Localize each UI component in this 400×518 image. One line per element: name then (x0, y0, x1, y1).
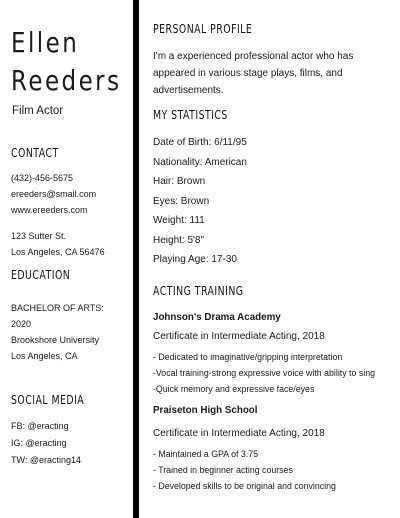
email-address: ereeders@smail.com (11, 189, 97, 199)
contact-heading: CONTACT (11, 146, 59, 160)
social-facebook: FB: @eracting (11, 421, 69, 431)
profile-line: I'm a experienced professional actor who has (153, 51, 354, 62)
stat-nationality: Nationality: American (153, 156, 247, 168)
last-name: Reeders (11, 64, 122, 97)
training-heading: ACTING TRAINING (153, 284, 244, 298)
education-heading: EDUCATION (11, 268, 71, 282)
graduation-year: 2020 (11, 319, 32, 329)
profile-heading: PERSONAL PROFILE (153, 22, 253, 36)
training-bullets-1 (153, 349, 375, 397)
bullet-item: -Quick memory and expressive face/eyes (153, 384, 315, 394)
stat-height: Height: 5'8" (153, 234, 205, 246)
stat-eyes: Eyes: Brown (153, 195, 210, 207)
social-media-heading: SOCIAL MEDIA (11, 393, 85, 407)
phone-number: (432)-456-5675 (11, 173, 74, 183)
website-link: www.ereeders.com (11, 205, 88, 215)
bullet-item: -Vocal training-strong expressive voice with ability to sing (153, 368, 375, 378)
statistics-list (153, 133, 247, 270)
stat-playing-age: Playing Age: 17-30 (153, 254, 237, 265)
training-bullets-2 (153, 446, 336, 494)
bullet-item: - Trained in beginner acting courses (153, 465, 293, 475)
statistics-heading: MY STATISTICS (153, 108, 228, 122)
profile-text (153, 48, 353, 99)
education-section (11, 300, 104, 364)
bullet-item: - Developed skills to be original and convincing (153, 481, 336, 491)
bullet-item: - Maintained a GPA of 3.75 (153, 449, 258, 459)
stat-date-of-birth: Date of Birth: 6/11/95 (153, 137, 247, 148)
first-name: Ellen (11, 26, 80, 59)
stat-weight: Weight: 111 (153, 215, 205, 226)
certificate-1: Certificate in Intermediate Acting, 2018 (153, 331, 325, 342)
column-divider (133, 0, 139, 518)
profile-line: appeared in various stage plays, films, and (153, 68, 343, 79)
address-line-1: 123 Sutter St. (11, 231, 67, 241)
profile-line: advertisements. (153, 85, 224, 96)
stat-hair: Hair: Brown (153, 176, 206, 187)
social-instagram: IG: @eracting (11, 438, 67, 448)
degree: BACHELOR OF ARTS: (11, 303, 104, 313)
job-title: Film Actor (12, 105, 64, 117)
school-name-2: Praiseton High School (153, 405, 258, 416)
social-twitter: TW: @eracting14 (11, 455, 81, 465)
school-name-1: Johnson's Drama Academy (153, 312, 281, 323)
school-name: Brookshore University (11, 335, 100, 345)
social-media-section (11, 418, 81, 469)
bullet-item: - Dedicated to imaginative/gripping interpretation (153, 352, 343, 362)
contact-section (11, 170, 105, 260)
school-location: Los Angeles, CA (11, 351, 78, 361)
address-line-2: Los Angeles, CA 56476 (11, 247, 105, 257)
certificate-2: Certificate in Intermediate Acting, 2018 (153, 428, 325, 439)
